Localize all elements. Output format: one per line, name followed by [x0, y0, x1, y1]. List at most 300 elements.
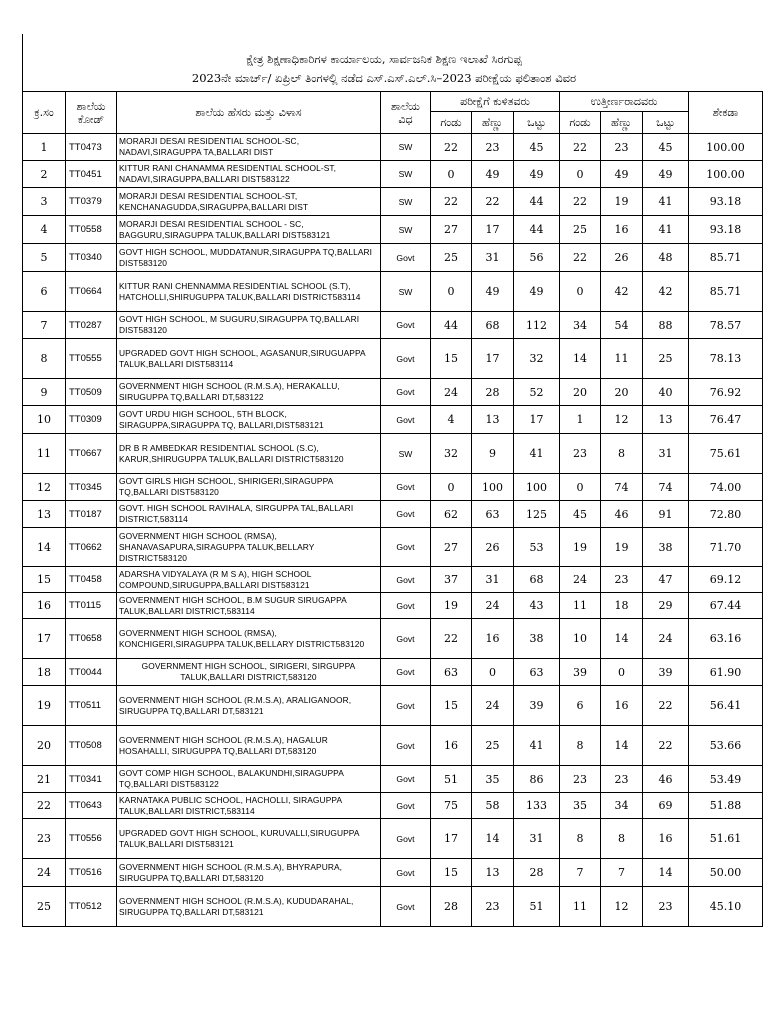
row-passed-boys: 19 [560, 528, 601, 567]
row-appeared-total: 53 [514, 528, 560, 567]
row-serial: 12 [23, 474, 66, 501]
row-appeared-girls: 35 [472, 766, 514, 793]
row-appeared-girls: 16 [472, 619, 514, 659]
header-passed-girls: ಹೆಣ್ಣು [601, 112, 643, 134]
row-school-name: GOVERNMENT HIGH SCHOOL (R.M.S.A), HAGALUR HOSAHALLI, SIRUGUPPA TQ,BALLARI DT,583120 [117, 726, 381, 766]
row-percentage: 56.41 [689, 686, 763, 726]
row-passed-girls: 8 [601, 434, 643, 474]
row-school-type: SW [381, 134, 431, 161]
row-percentage: 75.61 [689, 434, 763, 474]
row-appeared-girls: 22 [472, 188, 514, 216]
row-appeared-total: 41 [514, 726, 560, 766]
row-appeared-total: 17 [514, 406, 560, 434]
row-passed-girls: 46 [601, 501, 643, 528]
table-row [23, 593, 763, 619]
row-passed-girls: 16 [601, 216, 643, 244]
row-passed-girls: 12 [601, 887, 643, 927]
row-passed-girls: 0 [601, 659, 643, 686]
row-appeared-total: 39 [514, 686, 560, 726]
row-appeared-boys: 15 [431, 859, 472, 887]
row-passed-total: 29 [643, 593, 689, 619]
row-serial: 20 [23, 726, 66, 766]
row-passed-girls: 8 [601, 819, 643, 859]
row-serial: 17 [23, 619, 66, 659]
row-serial: 5 [23, 244, 66, 272]
row-school-name: UPGRADED GOVT HIGH SCHOOL, AGASANUR,SIRUGUAPPA TALUK,BALLARI DIST583114 [117, 339, 381, 379]
row-passed-boys: 11 [560, 593, 601, 619]
row-passed-total: 24 [643, 619, 689, 659]
table-row [23, 188, 763, 216]
row-passed-girls: 7 [601, 859, 643, 887]
row-appeared-total: 31 [514, 819, 560, 859]
row-passed-girls: 20 [601, 379, 643, 406]
row-appeared-boys: 37 [431, 567, 472, 593]
row-school-code: TT0341 [66, 766, 117, 793]
row-appeared-boys: 19 [431, 593, 472, 619]
row-appeared-total: 44 [514, 216, 560, 244]
row-school-name: GOVT HIGH SCHOOL, M SUGURU,SIRAGUPPA TQ,BALLARI DIST583120 [117, 312, 381, 339]
row-percentage: 76.47 [689, 406, 763, 434]
row-appeared-boys: 28 [431, 887, 472, 927]
header-percent: ಶೇಕಡಾ [689, 92, 763, 134]
row-appeared-girls: 24 [472, 593, 514, 619]
row-appeared-boys: 0 [431, 474, 472, 501]
row-passed-boys: 0 [560, 161, 601, 188]
row-school-code: TT0451 [66, 161, 117, 188]
table-row [23, 686, 763, 726]
row-school-type: Govt [381, 593, 431, 619]
row-school-code: TT0509 [66, 379, 117, 406]
table-row [23, 659, 763, 686]
row-passed-girls: 14 [601, 619, 643, 659]
row-serial: 15 [23, 567, 66, 593]
row-serial: 10 [23, 406, 66, 434]
row-passed-boys: 35 [560, 793, 601, 819]
row-percentage: 69.12 [689, 567, 763, 593]
office-title: ಕ್ಷೇತ್ರ ಶಿಕ್ಷಣಾಧಿಕಾರಿಗಳ ಕಾರ್ಯಾಲಯ, ಸಾರ್ವಜನಿಕ ಶಿಕ್ಷಣ ಇಲಾಖೆ ಸಿರಗುಪ್ಪ [246, 52, 522, 66]
row-appeared-girls: 58 [472, 793, 514, 819]
row-appeared-boys: 75 [431, 793, 472, 819]
row-passed-girls: 16 [601, 686, 643, 726]
row-school-code: TT0508 [66, 726, 117, 766]
row-appeared-total: 68 [514, 567, 560, 593]
row-passed-total: 69 [643, 793, 689, 819]
row-passed-total: 47 [643, 567, 689, 593]
row-serial: 18 [23, 659, 66, 686]
row-school-type: SW [381, 216, 431, 244]
row-passed-girls: 19 [601, 188, 643, 216]
row-school-type: Govt [381, 766, 431, 793]
row-passed-girls: 12 [601, 406, 643, 434]
header-appeared-boys: ಗಂಡು [431, 112, 472, 134]
table-row [23, 887, 763, 927]
table-row [23, 567, 763, 593]
row-appeared-girls: 100 [472, 474, 514, 501]
row-school-type: Govt [381, 339, 431, 379]
row-appeared-total: 86 [514, 766, 560, 793]
row-passed-girls: 14 [601, 726, 643, 766]
row-appeared-boys: 51 [431, 766, 472, 793]
row-percentage: 67.44 [689, 593, 763, 619]
row-appeared-girls: 13 [472, 859, 514, 887]
header-appeared-girls: ಹೆಣ್ಣು [472, 112, 514, 134]
table-row [23, 312, 763, 339]
row-passed-total: 22 [643, 726, 689, 766]
row-school-type: Govt [381, 726, 431, 766]
row-school-name: MORARJI DESAI RESIDENTIAL SCHOOL-SC, NADAVI,SIRAGUPPA TA,BALLARI DIST [117, 134, 381, 161]
row-school-code: TT0664 [66, 272, 117, 312]
row-appeared-total: 28 [514, 859, 560, 887]
row-school-name: GOVT GIRLS HIGH SCHOOL, SHIRIGERI,SIRAGUPPA TQ,BALLARI DIST583120 [117, 474, 381, 501]
row-appeared-total: 112 [514, 312, 560, 339]
row-appeared-total: 44 [514, 188, 560, 216]
row-percentage: 74.00 [689, 474, 763, 501]
row-passed-total: 45 [643, 134, 689, 161]
row-percentage: 85.71 [689, 244, 763, 272]
row-serial: 24 [23, 859, 66, 887]
row-school-code: TT0287 [66, 312, 117, 339]
table-row [23, 134, 763, 161]
row-appeared-total: 45 [514, 134, 560, 161]
row-appeared-boys: 22 [431, 134, 472, 161]
row-passed-total: 46 [643, 766, 689, 793]
row-school-code: TT0379 [66, 188, 117, 216]
row-school-name: DR B R AMBEDKAR RESIDENTIAL SCHOOL (S.C), KARUR,SHIRUGUPPA TALUK,BALLARI DISTRICT583120 [117, 434, 381, 474]
row-percentage: 51.88 [689, 793, 763, 819]
table-row [23, 216, 763, 244]
row-school-type: Govt [381, 528, 431, 567]
row-appeared-total: 51 [514, 887, 560, 927]
row-appeared-girls: 25 [472, 726, 514, 766]
header-appeared-total: ಒಟ್ಟು [514, 112, 560, 134]
row-passed-boys: 45 [560, 501, 601, 528]
row-appeared-boys: 27 [431, 528, 472, 567]
row-passed-boys: 1 [560, 406, 601, 434]
row-school-code: TT0340 [66, 244, 117, 272]
row-school-code: TT0473 [66, 134, 117, 161]
row-passed-boys: 8 [560, 819, 601, 859]
row-appeared-girls: 28 [472, 379, 514, 406]
row-passed-total: 14 [643, 859, 689, 887]
row-percentage: 93.18 [689, 188, 763, 216]
row-appeared-boys: 17 [431, 819, 472, 859]
row-appeared-total: 38 [514, 619, 560, 659]
row-percentage: 78.13 [689, 339, 763, 379]
row-school-name: GOVT URDU HIGH SCHOOL, 5TH BLOCK, SIRAGUPPA,SIRAGUPPA TQ, BALLARI,DIST583121 [117, 406, 381, 434]
row-passed-boys: 25 [560, 216, 601, 244]
row-school-type: Govt [381, 887, 431, 927]
row-passed-boys: 0 [560, 474, 601, 501]
header-passed: ಉತ್ತೀರ್ಣರಾದವರು [560, 92, 689, 112]
row-passed-boys: 11 [560, 887, 601, 927]
row-appeared-boys: 0 [431, 161, 472, 188]
row-passed-boys: 8 [560, 726, 601, 766]
row-school-name: KITTUR RANI CHANAMMA RESIDENTIAL SCHOOL-ST, NADAVI,SIRAGUPPA,BALLARI DIST583122 [117, 161, 381, 188]
row-school-name: GOVERNMENT HIGH SCHOOL (R.M.S.A), HERAKALLU, SIRUGUPPA TQ,BALLARI DT,583122 [117, 379, 381, 406]
row-appeared-girls: 14 [472, 819, 514, 859]
row-passed-girls: 74 [601, 474, 643, 501]
row-serial: 21 [23, 766, 66, 793]
table-row [23, 272, 763, 312]
row-appeared-boys: 24 [431, 379, 472, 406]
row-appeared-girls: 24 [472, 686, 514, 726]
row-school-code: TT0555 [66, 339, 117, 379]
row-appeared-total: 56 [514, 244, 560, 272]
row-appeared-total: 63 [514, 659, 560, 686]
row-passed-girls: 11 [601, 339, 643, 379]
row-appeared-total: 32 [514, 339, 560, 379]
table-row [23, 819, 763, 859]
row-appeared-boys: 0 [431, 272, 472, 312]
row-appeared-girls: 49 [472, 272, 514, 312]
table-row [23, 766, 763, 793]
row-appeared-girls: 49 [472, 161, 514, 188]
row-school-code: TT0643 [66, 793, 117, 819]
row-serial: 6 [23, 272, 66, 312]
row-serial: 19 [23, 686, 66, 726]
row-serial: 9 [23, 379, 66, 406]
row-appeared-boys: 63 [431, 659, 472, 686]
row-passed-total: 91 [643, 501, 689, 528]
row-appeared-total: 125 [514, 501, 560, 528]
row-appeared-total: 49 [514, 161, 560, 188]
row-percentage: 72.80 [689, 501, 763, 528]
row-school-type: SW [381, 188, 431, 216]
row-passed-total: 31 [643, 434, 689, 474]
row-percentage: 93.18 [689, 216, 763, 244]
row-passed-boys: 23 [560, 434, 601, 474]
row-appeared-total: 43 [514, 593, 560, 619]
row-school-name: GOVERNMENT HIGH SCHOOL (R.M.S.A), BHYRAPURA, SIRUGUPPA TQ,BALLARI DT,583120 [117, 859, 381, 887]
row-percentage: 100.00 [689, 134, 763, 161]
row-school-name: GOVT COMP HIGH SCHOOL, BALAKUNDHI,SIRAGUPPA TQ,BALLARI DIST583122 [117, 766, 381, 793]
row-passed-girls: 23 [601, 134, 643, 161]
header-name: ಶಾಲೆಯ ಹೆಸರು ಮತ್ತು ವಿಳಾಸ [117, 92, 381, 134]
row-school-code: TT0558 [66, 216, 117, 244]
header-passed-total: ಒಟ್ಟು [643, 112, 689, 134]
row-school-type: Govt [381, 312, 431, 339]
row-passed-total: 48 [643, 244, 689, 272]
row-serial: 16 [23, 593, 66, 619]
row-school-type: Govt [381, 501, 431, 528]
row-appeared-boys: 4 [431, 406, 472, 434]
row-percentage: 53.66 [689, 726, 763, 766]
row-school-type: Govt [381, 244, 431, 272]
row-passed-boys: 22 [560, 244, 601, 272]
row-school-code: TT0667 [66, 434, 117, 474]
table-row [23, 474, 763, 501]
row-school-code: TT0345 [66, 474, 117, 501]
row-school-name: GOVERNMENT HIGH SCHOOL (R.M.S.A), ARALIGANOOR, SIRUGUPPA TQ,BALLARI DT,583121 [117, 686, 381, 726]
row-passed-total: 74 [643, 474, 689, 501]
row-appeared-girls: 23 [472, 134, 514, 161]
row-appeared-total: 133 [514, 793, 560, 819]
row-school-name: UPGRADED GOVT HIGH SCHOOL, KURUVALLI,SIRUGUPPA TALUK,BALLARI DIST583121 [117, 819, 381, 859]
row-passed-boys: 22 [560, 188, 601, 216]
row-school-code: TT0662 [66, 528, 117, 567]
row-serial: 22 [23, 793, 66, 819]
row-passed-girls: 42 [601, 272, 643, 312]
row-passed-boys: 22 [560, 134, 601, 161]
row-appeared-girls: 17 [472, 339, 514, 379]
row-school-type: SW [381, 434, 431, 474]
row-appeared-boys: 15 [431, 339, 472, 379]
row-appeared-boys: 16 [431, 726, 472, 766]
results-table [22, 91, 763, 927]
row-passed-girls: 26 [601, 244, 643, 272]
row-appeared-boys: 44 [431, 312, 472, 339]
row-serial: 2 [23, 161, 66, 188]
row-serial: 25 [23, 887, 66, 927]
row-appeared-girls: 26 [472, 528, 514, 567]
header-code: ಶಾಲೆಯ ಕೋಡ್ [66, 92, 117, 134]
row-school-type: SW [381, 161, 431, 188]
row-school-type: Govt [381, 859, 431, 887]
row-appeared-boys: 15 [431, 686, 472, 726]
row-school-type: Govt [381, 619, 431, 659]
row-appeared-girls: 0 [472, 659, 514, 686]
table-row [23, 501, 763, 528]
row-school-name: GOVERNMENT HIGH SCHOOL (RMSA), SHANAVASAPURA,SIRAGUPPA TALUK,BELLARY DISTRICT583120 [117, 528, 381, 567]
table-row [23, 619, 763, 659]
row-passed-boys: 0 [560, 272, 601, 312]
table-row [23, 379, 763, 406]
row-appeared-total: 100 [514, 474, 560, 501]
row-passed-total: 22 [643, 686, 689, 726]
row-school-code: TT0556 [66, 819, 117, 859]
row-school-type: Govt [381, 379, 431, 406]
row-school-code: TT0516 [66, 859, 117, 887]
row-passed-girls: 19 [601, 528, 643, 567]
row-passed-boys: 10 [560, 619, 601, 659]
row-serial: 8 [23, 339, 66, 379]
row-passed-girls: 34 [601, 793, 643, 819]
row-appeared-boys: 22 [431, 188, 472, 216]
row-percentage: 71.70 [689, 528, 763, 567]
row-school-code: TT0512 [66, 887, 117, 927]
row-passed-girls: 49 [601, 161, 643, 188]
row-passed-total: 49 [643, 161, 689, 188]
row-school-code: TT0187 [66, 501, 117, 528]
row-passed-girls: 54 [601, 312, 643, 339]
row-school-name: ADARSHA VIDYALAYA (R M S A), HIGH SCHOOL COMPOUND,SIRUGUPPA,BALLARI DIST583121 [117, 567, 381, 593]
row-school-type: Govt [381, 659, 431, 686]
header-type: ಶಾಲೆಯ ವಿಧ [381, 92, 431, 134]
row-passed-boys: 23 [560, 766, 601, 793]
header-sl: ಕ್ರ.ಸಂ [23, 92, 66, 134]
table-row [23, 434, 763, 474]
row-school-name: KARNATAKA PUBLIC SCHOOL, HACHOLLI, SIRAGUPPA TALUK,BALLARI DISTRICT,583114 [117, 793, 381, 819]
row-school-type: Govt [381, 406, 431, 434]
row-passed-total: 40 [643, 379, 689, 406]
row-serial: 23 [23, 819, 66, 859]
row-school-type: Govt [381, 819, 431, 859]
row-school-name: GOVERNMENT HIGH SCHOOL (R.M.S.A), KUDUDARAHAL, SIRUGUPPA TQ,BALLARI DT,583121 [117, 887, 381, 927]
row-serial: 14 [23, 528, 66, 567]
table-row [23, 528, 763, 567]
row-percentage: 63.16 [689, 619, 763, 659]
table-row [23, 244, 763, 272]
row-passed-total: 39 [643, 659, 689, 686]
row-school-name: GOVT HIGH SCHOOL, MUDDATANUR,SIRAGUPPA TQ,BALLARI DIST583120 [117, 244, 381, 272]
row-school-name: MORARJI DESAI RESIDENTIAL SCHOOL - SC, BAGGURU,SIRAGUPPA TALUK,BALLARI DIST583121 [117, 216, 381, 244]
table-row [23, 726, 763, 766]
row-percentage: 53.49 [689, 766, 763, 793]
row-passed-total: 88 [643, 312, 689, 339]
row-passed-boys: 6 [560, 686, 601, 726]
row-school-name: MORARJI DESAI RESIDENTIAL SCHOOL-ST, KENCHANAGUDDA,SIRAGUPPA,BALLARI DIST [117, 188, 381, 216]
row-serial: 11 [23, 434, 66, 474]
row-appeared-boys: 62 [431, 501, 472, 528]
row-passed-boys: 20 [560, 379, 601, 406]
row-percentage: 50.00 [689, 859, 763, 887]
row-percentage: 76.92 [689, 379, 763, 406]
row-passed-girls: 18 [601, 593, 643, 619]
row-serial: 7 [23, 312, 66, 339]
row-passed-total: 41 [643, 188, 689, 216]
row-school-type: Govt [381, 793, 431, 819]
row-passed-boys: 34 [560, 312, 601, 339]
table-row [23, 406, 763, 434]
row-serial: 13 [23, 501, 66, 528]
row-appeared-girls: 63 [472, 501, 514, 528]
table-row [23, 161, 763, 188]
row-percentage: 61.90 [689, 659, 763, 686]
row-school-code: TT0044 [66, 659, 117, 686]
row-school-code: TT0511 [66, 686, 117, 726]
row-school-name: GOVT. HIGH SCHOOL RAVIHALA, SIRGUPPA TAL,BALLARI DISTRICT,583114 [117, 501, 381, 528]
row-serial: 4 [23, 216, 66, 244]
row-appeared-total: 41 [514, 434, 560, 474]
row-appeared-girls: 9 [472, 434, 514, 474]
row-passed-total: 42 [643, 272, 689, 312]
row-passed-girls: 23 [601, 766, 643, 793]
result-title: 2023ನೇ ಮಾರ್ಚ್/ ಏಪ್ರಿಲ್ ತಿಂಗಳಲ್ಲಿ ನಡೆದ ಎಸ್.ಎಸ್.ಎಲ್.ಸಿ–2023 ಪರೀಕ್ಷೆಯ ಫಲಿತಾಂಶ ವಿವರ [191, 71, 577, 85]
row-passed-boys: 14 [560, 339, 601, 379]
row-appeared-boys: 22 [431, 619, 472, 659]
row-appeared-girls: 23 [472, 887, 514, 927]
row-appeared-total: 49 [514, 272, 560, 312]
row-appeared-boys: 25 [431, 244, 472, 272]
row-school-name: GOVERNMENT HIGH SCHOOL (RMSA), KONCHIGERI,SIRAGUPPA TALUK,BELLARY DISTRICT583120 [117, 619, 381, 659]
row-appeared-boys: 27 [431, 216, 472, 244]
row-passed-boys: 7 [560, 859, 601, 887]
row-percentage: 51.61 [689, 819, 763, 859]
row-passed-total: 23 [643, 887, 689, 927]
row-passed-total: 41 [643, 216, 689, 244]
row-passed-girls: 23 [601, 567, 643, 593]
row-passed-boys: 39 [560, 659, 601, 686]
row-serial: 1 [23, 134, 66, 161]
row-appeared-girls: 31 [472, 244, 514, 272]
row-school-type: SW [381, 272, 431, 312]
table-row [23, 859, 763, 887]
row-appeared-girls: 68 [472, 312, 514, 339]
row-passed-boys: 24 [560, 567, 601, 593]
row-school-type: Govt [381, 474, 431, 501]
row-school-name: KITTUR RANI CHENNAMMA RESIDENTIAL SCHOOL (S.T), HATCHOLLI,SHIRUGUPPA TALUK,BALLARI DISTRICT583114 [117, 272, 381, 312]
row-appeared-total: 52 [514, 379, 560, 406]
row-school-type: Govt [381, 567, 431, 593]
row-percentage: 78.57 [689, 312, 763, 339]
row-percentage: 45.10 [689, 887, 763, 927]
table-row [23, 339, 763, 379]
row-school-code: TT0658 [66, 619, 117, 659]
row-passed-total: 13 [643, 406, 689, 434]
row-school-type: Govt [381, 686, 431, 726]
row-appeared-girls: 13 [472, 406, 514, 434]
row-passed-total: 38 [643, 528, 689, 567]
